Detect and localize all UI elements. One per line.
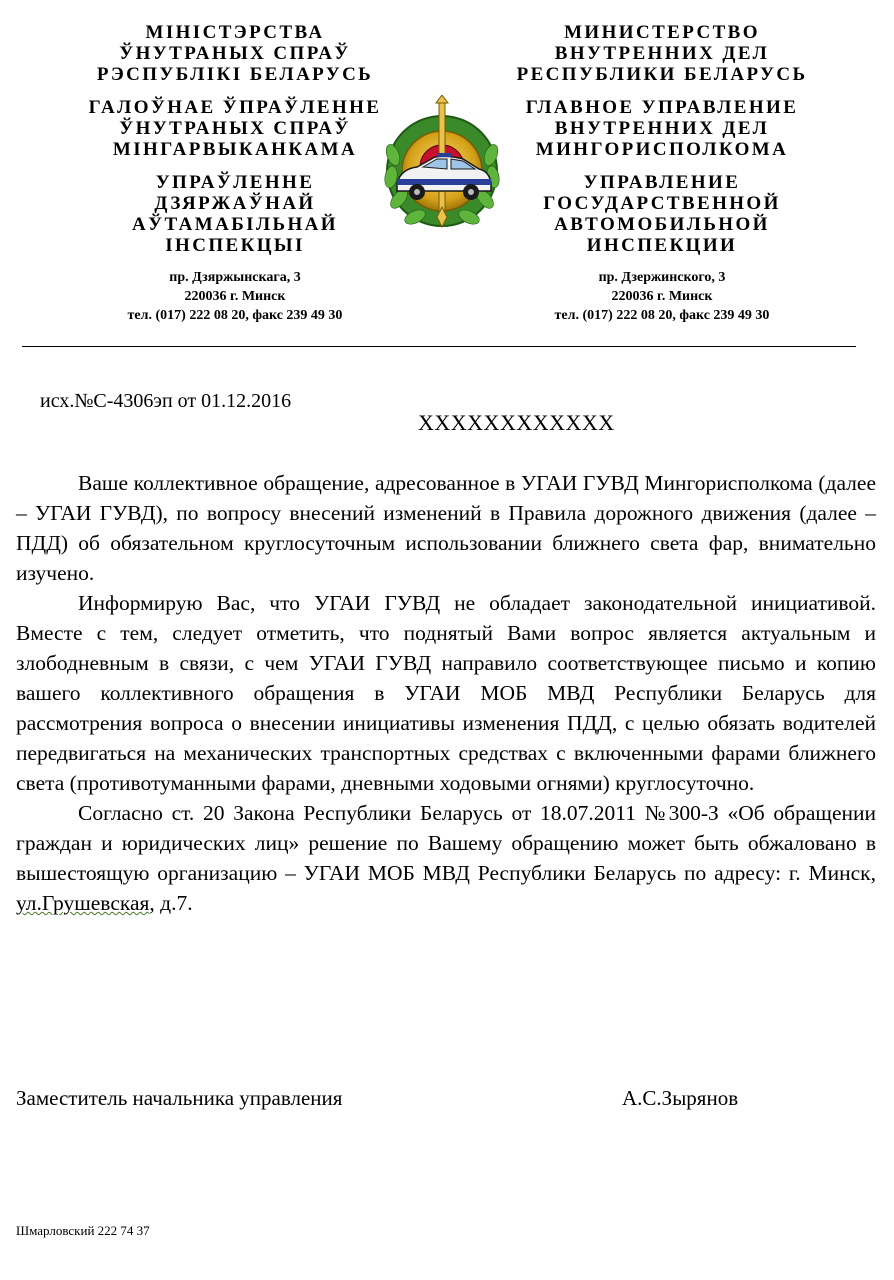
org-line: АЎТАМАБІЛЬНАЙ [132,214,338,235]
address-line: пр. Дзяржынскага, 3 [169,270,301,285]
address-line: тел. (017) 222 08 20, факс 239 49 30 [127,308,343,323]
address-line: 220036 г. Минск [184,289,286,304]
org-line: МИНИСТЕРСТВО [564,22,760,43]
org-block-ministry-ru [494,22,830,85]
org-line: МІНІСТЭРСТВА [145,22,325,43]
org-line: МИНГОРИСПОЛКОМА [535,139,789,160]
outgoing-number: исх.№С-4306эп от 01.12.2016 [40,390,292,412]
paragraph: Ваше коллективное обращение, адресованное в УГАИ ГУВД Мингорисполкома (далее – УГАИ ГУВД), по вопросу внесений изменений в Правила дорожного движения (далее – ПДД) об обязательном круглосуточным использовании ближнего света фар, внимательно изучено. [16,471,876,585]
letterhead-right [494,22,830,325]
address-line: пр. Дзержинского, 3 [598,270,726,285]
street-name: ул.Грушевская [16,891,150,915]
org-line: УПРАВЛЕНИЕ [583,172,741,193]
header-divider [22,346,856,347]
address-line: 220036 г. Минск [611,289,713,304]
executor-contact: Шмарловский 222 74 37 [16,1223,150,1238]
letter-body [16,468,876,918]
org-line: ДЗЯРЖАЎНАЙ [154,193,316,214]
org-block-main-dept-be [70,97,400,160]
org-line: ГЛАВНОЕ УПРАВЛЕНИЕ [525,97,799,118]
org-line: РЭСПУБЛІКІ БЕЛАРУСЬ [96,64,374,85]
org-line: ЎНУТРАНЫХ СПРАЎ [119,118,351,139]
org-line: АВТОМОБИЛЬНОЙ [554,214,770,235]
org-line: ІНСПЕКЦЫІ [165,235,305,256]
paragraph-tail: , д.7. [149,891,193,915]
signatory-title: Заместитель начальника управления [16,1086,343,1110]
org-line: ГАЛОЎНАЕ ЎПРАЎЛЕННЕ [88,97,382,118]
paragraph-text: Согласно ст. 20 Закона Республики Беларусь от 18.07.2011 №300-З «Об обращении граждан и юридических лиц» решение по Вашему обращению может быть обжаловано в вышестоящую организацию – УГАИ МОБ МВД Республики Беларусь по адресу: г. Минск, [16,801,876,885]
org-line: ВНУТРЕННИХ ДЕЛ [554,118,770,139]
org-block-inspection-be [70,172,400,256]
org-line: МІНГАРВЫКАНКАМА [112,139,358,160]
org-block-inspection-ru [494,172,830,256]
addressee: XXXXXXXXXXXX [418,410,615,435]
org-block-main-dept-ru [494,97,830,160]
org-line: ИНСПЕКЦИИ [586,235,738,256]
address-ru [494,268,830,325]
org-block-ministry-be [70,22,400,85]
traffic-police-emblem-icon [383,95,501,235]
org-line: РЕСПУБЛИКИ БЕЛАРУСЬ [516,64,808,85]
paragraph [16,798,876,918]
signatory-name: А.С.Зырянов [622,1086,739,1110]
address-line: тел. (017) 222 08 20, факс 239 49 30 [554,308,770,323]
letterhead-left [70,22,400,325]
org-line: ЎНУТРАНЫХ СПРАЎ [119,43,351,64]
org-line: ГОСУДАРСТВЕННОЙ [543,193,781,214]
address-be [70,268,400,325]
org-line: ВНУТРЕННИХ ДЕЛ [554,43,770,64]
org-line: УПРАЎЛЕННЕ [155,172,315,193]
paragraph: Информирую Вас, что УГАИ ГУВД не обладает законодательной инициативой. Вместе с тем, следует отметить, что поднятый Вами вопрос является актуальным и злободневным в связи, с чем УГАИ ГУВД направило соответствующее письмо и копию вашего коллективного обращения в УГАИ МОБ МВД Республики Беларусь для рассмотрения вопроса о внесении инициативы изменения ПДД, с целью обязать водителей передвигаться на механических транспортных средствах с включенными фарами ближнего света (противотуманными фарами, дневными ходовыми огнями) круглосуточно. [16,591,876,795]
